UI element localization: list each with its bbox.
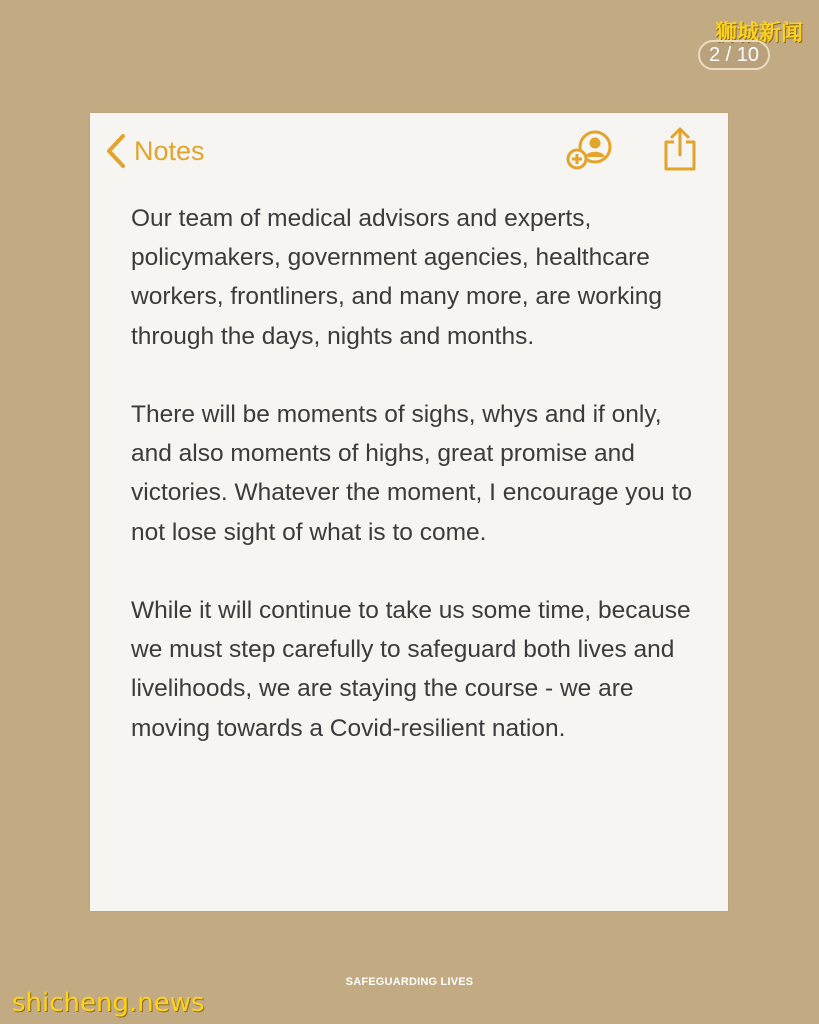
- chevron-left-icon: [104, 133, 128, 169]
- note-body: [131, 199, 701, 787]
- share-icon[interactable]: [662, 125, 698, 173]
- note-card: [90, 113, 728, 911]
- note-paragraph: Our team of medical advisors and experts, policymakers, government agencies, healthcare workers, frontliners, and many more, are working through the days, nights and months.: [131, 205, 663, 350]
- notes-toolbar: [90, 113, 728, 193]
- add-person-icon[interactable]: [566, 129, 616, 171]
- watermark-bottom: shicheng.news: [12, 988, 205, 1018]
- note-paragraph: While it will continue to take us some time, because we must step carefully to safeguard both lives and livelihoods, we are staying the course - we are moving towards a Covid-resilient nation.: [131, 597, 691, 742]
- back-label: Notes: [134, 135, 205, 166]
- watermark-top: 狮城新闻: [714, 21, 803, 46]
- page-indicator: 2 / 10: [698, 40, 770, 70]
- back-button[interactable]: [104, 131, 205, 171]
- note-paragraph: There will be moments of sighs, whys and if only, and also moments of highs, great promise and victories. Whatever the moment, I encourage you to not lose sight of what is to come.: [131, 401, 693, 546]
- footer-caption: SAFEGUARDING LIVES: [345, 976, 474, 988]
